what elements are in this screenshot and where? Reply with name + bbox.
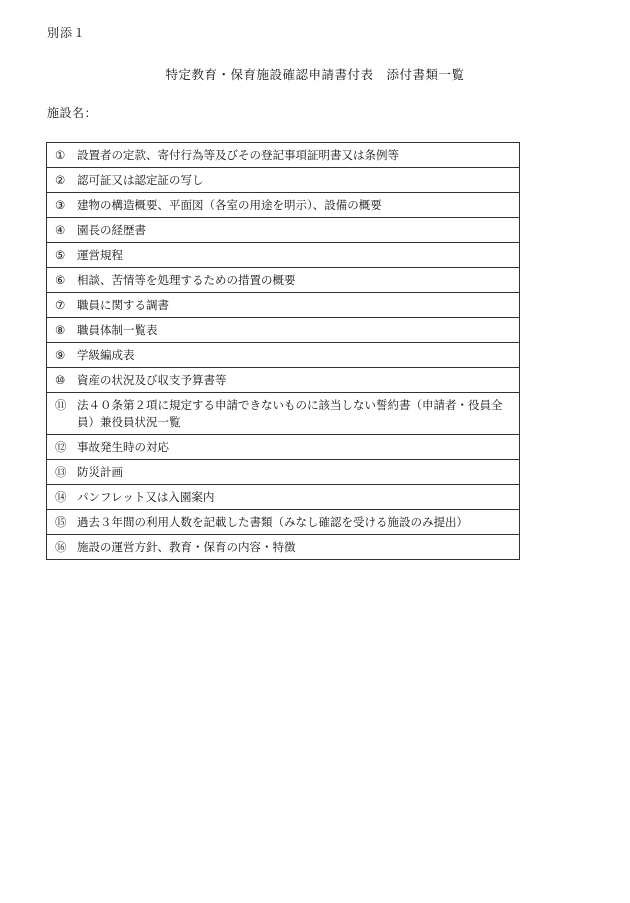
item-text: 建物の構造概要、平面図（各室の用途を明示）、設備の概要 <box>77 198 382 212</box>
item-number: ④ <box>55 223 66 237</box>
item-text: 園長の経歴書 <box>77 223 146 237</box>
item-text: 設置者の定款、寄付行為等及びその登記事項証明書又は条例等 <box>77 148 399 162</box>
item-text: 防災計画 <box>77 465 123 479</box>
item-number: ② <box>55 173 66 187</box>
table-row <box>47 343 520 368</box>
item-text: パンフレット又は入園案内 <box>77 490 215 504</box>
attachment-label: 別添１ <box>47 26 87 40</box>
item-number: ⑪ <box>55 398 67 412</box>
item-number: ⑩ <box>55 373 66 387</box>
item-text: 運営規程 <box>77 248 123 262</box>
item-number: ⑤ <box>55 248 66 262</box>
table-row <box>47 485 520 510</box>
table-row <box>47 535 520 560</box>
item-text: 職員に関する調書 <box>77 298 169 312</box>
table-row <box>47 393 520 435</box>
facility-name-label: 施設名： <box>47 106 98 120</box>
table-row <box>47 368 520 393</box>
table-row <box>47 268 520 293</box>
item-number: ⑧ <box>55 323 66 337</box>
item-text: 資産の状況及び収支予算書等 <box>77 373 227 387</box>
item-number: ⑬ <box>55 465 67 479</box>
table-row <box>47 193 520 218</box>
table-row <box>47 168 520 193</box>
attachment-list-table <box>46 142 520 560</box>
item-text: 相談、苦情等を処理するための措置の概要 <box>77 273 296 287</box>
item-text: 事故発生時の対応 <box>77 440 169 454</box>
item-text: 施設の運営方針、教育・保育の内容・特徴 <box>77 540 296 554</box>
table-row <box>47 143 520 168</box>
table-row <box>47 318 520 343</box>
item-number: ① <box>55 148 66 162</box>
table-row <box>47 243 520 268</box>
item-text: 法４０条第２項に規定する申請できないものに該当しない誓約書（申請者・役員全員）兼役員状況一覧 <box>77 398 503 429</box>
item-text: 職員体制一覧表 <box>77 323 158 337</box>
item-text: 認可証又は認定証の写し <box>77 173 204 187</box>
item-text: 学級編成表 <box>77 348 135 362</box>
document-title: 特定教育・保育施設確認申請書付表 添付書類一覧 <box>165 67 465 82</box>
item-number: ⑮ <box>55 515 67 529</box>
table-row <box>47 460 520 485</box>
item-text: 過去３年間の利用人数を記載した書類（みなし確認を受ける施設のみ提出） <box>77 515 468 529</box>
item-number: ⑫ <box>55 440 67 454</box>
table-row <box>47 293 520 318</box>
item-number: ⑨ <box>55 348 66 362</box>
item-number: ⑦ <box>55 298 66 312</box>
table-row <box>47 510 520 535</box>
item-number: ⑯ <box>55 540 67 554</box>
table-row <box>47 435 520 460</box>
table-row <box>47 218 520 243</box>
item-number: ⑥ <box>55 273 66 287</box>
item-number: ⑭ <box>55 490 67 504</box>
item-number: ③ <box>55 198 66 212</box>
